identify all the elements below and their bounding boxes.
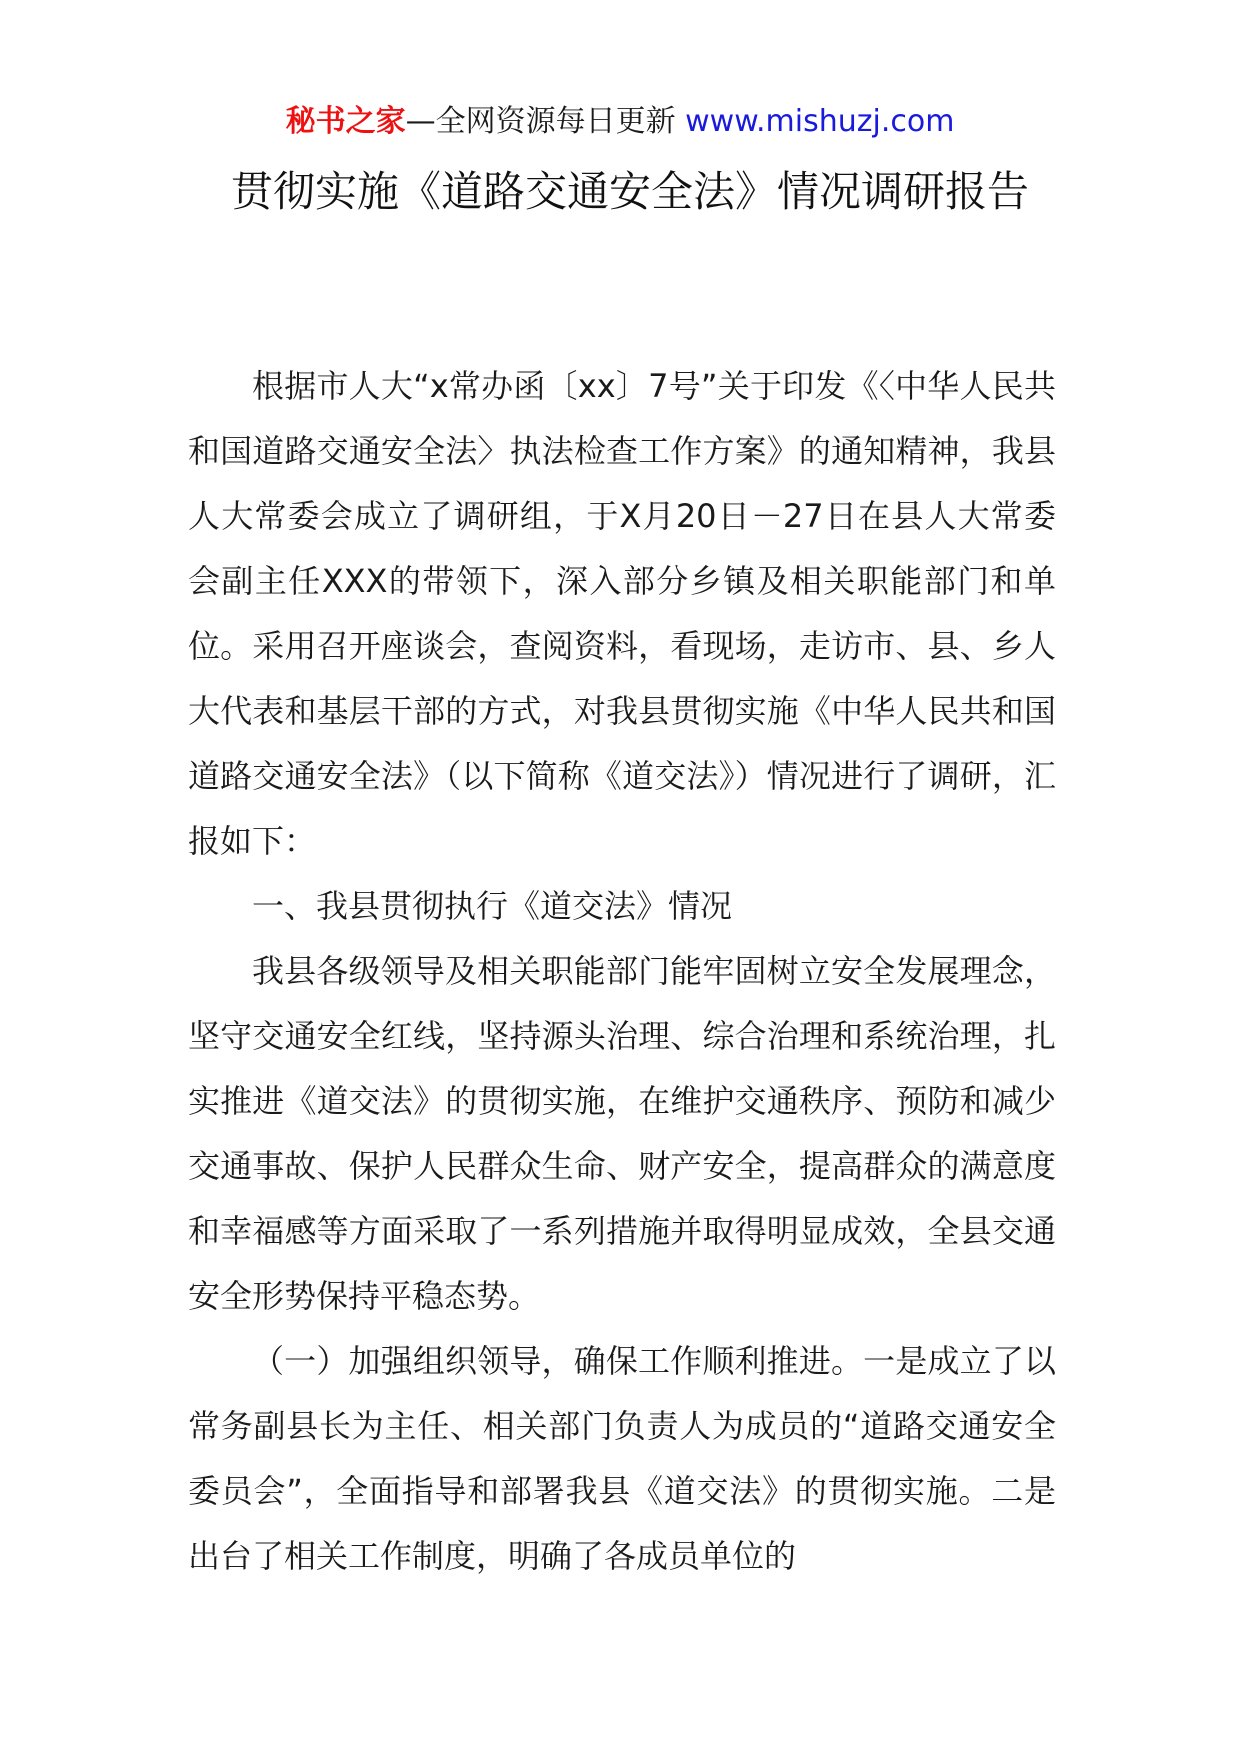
site-url-link[interactable]: www.mishuzj.com bbox=[685, 104, 955, 139]
document-title: 贯彻实施《道路交通安全法》情况调研报告 bbox=[230, 167, 1029, 216]
section-heading-1: 一、我县贯彻执行《道交法》情况 bbox=[252, 887, 733, 925]
paragraph-intro: 根据市人大“x常办函〔xx〕7号”关于印发《〈中华人民共和国道路交通安全法〉执法检查工作方案》的通知精神，我县人大常委会成立了调研组，于X月20日－27日在县人大常委会副主任XXX的带领下，深入部分乡镇及相关职能部门和单位。采用召开座谈会，查阅资料，看现场，走访市、县、乡人大代表和基层干部的方式，对我县贯彻实施《中华人民共和国道路交通安全法》（以下简称《道交法》）情况进行了调研，汇报如下： bbox=[188, 367, 1056, 860]
paragraph-overview: 我县各级领导及相关职能部门能牢固树立安全发展理念，坚守交通安全红线，坚持源头治理、综合治理和系统治理，扎实推进《道交法》的贯彻实施，在维护交通秩序、预防和减少交通事故、保护人民群众生命、财产安全，提高群众的满意度和幸福感等方面采取了一系列措施并取得明显成效，全县交通安全形势保持平稳态势。 bbox=[188, 952, 1056, 1315]
document-body bbox=[188, 354, 1056, 1589]
paragraph-subsection-1: （一）加强组织领导，确保工作顺利推进。一是成立了以常务副县长为主任、相关部门负责人为成员的“道路交通安全委员会”，全面指导和部署我县《道交法》的贯彻实施。二是出台了相关工作制度，明确了各成员单位的 bbox=[188, 1342, 1056, 1575]
header-tagline: —全网资源每日更新 bbox=[405, 104, 676, 139]
brand-name: 秘书之家 bbox=[285, 104, 406, 139]
site-header bbox=[0, 100, 1240, 144]
